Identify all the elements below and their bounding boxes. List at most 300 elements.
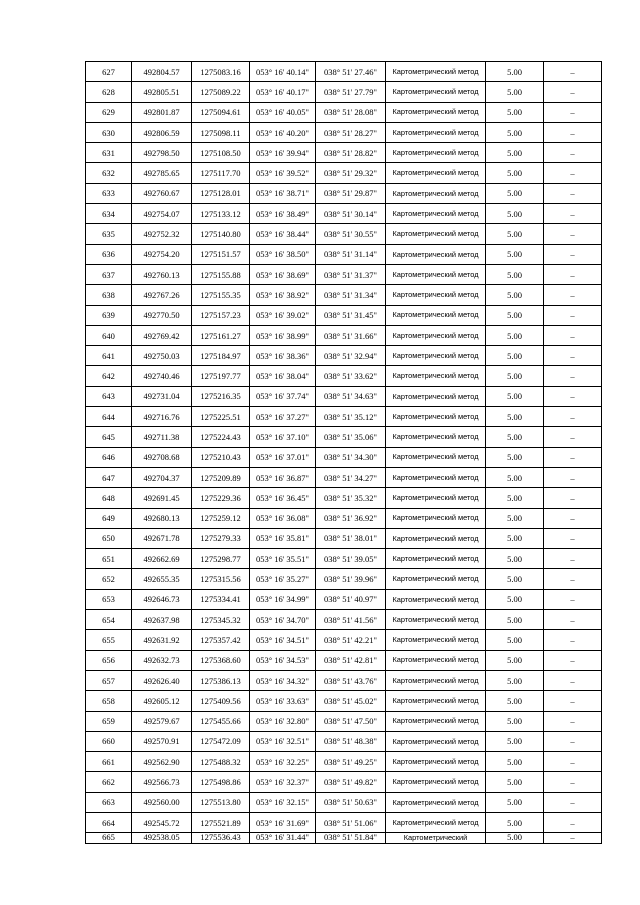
longitude-cell: 038° 51' 27.46" <box>316 62 386 82</box>
table-row <box>86 508 602 528</box>
table-row <box>86 244 602 264</box>
x-coordinate-cell: 492680.13 <box>132 508 192 528</box>
x-coordinate-cell: 492637.98 <box>132 610 192 630</box>
note-cell: – <box>544 691 602 711</box>
longitude-cell: 038° 51' 30.55" <box>316 224 386 244</box>
latitude-cell: 053° 16' 39.94" <box>250 143 316 163</box>
table-row <box>86 264 602 284</box>
table-row <box>86 752 602 772</box>
note-cell: – <box>544 264 602 284</box>
precision-cell: 5.00 <box>486 427 544 447</box>
y-coordinate-cell: 1275209.89 <box>192 467 250 487</box>
table-row <box>86 630 602 650</box>
y-coordinate-cell: 1275133.12 <box>192 204 250 224</box>
longitude-cell: 038° 51' 33.62" <box>316 366 386 386</box>
point-number-cell: 660 <box>86 731 132 751</box>
latitude-cell: 053° 16' 40.14" <box>250 62 316 82</box>
table-row <box>86 386 602 406</box>
y-coordinate-cell: 1275279.33 <box>192 528 250 548</box>
note-cell: – <box>544 528 602 548</box>
x-coordinate-cell: 492662.69 <box>132 549 192 569</box>
point-number-cell: 629 <box>86 102 132 122</box>
x-coordinate-cell: 492801.87 <box>132 102 192 122</box>
table-row <box>86 224 602 244</box>
note-cell: – <box>544 569 602 589</box>
y-coordinate-cell: 1275298.77 <box>192 549 250 569</box>
y-coordinate-cell: 1275184.97 <box>192 346 250 366</box>
table-row <box>86 102 602 122</box>
point-number-cell: 640 <box>86 325 132 345</box>
method-cell: Картометрический метод <box>386 569 486 589</box>
point-number-cell: 663 <box>86 792 132 812</box>
point-number-cell: 636 <box>86 244 132 264</box>
method-cell: Картометрический метод <box>386 752 486 772</box>
table-row <box>86 62 602 82</box>
x-coordinate-cell: 492760.67 <box>132 183 192 203</box>
point-number-cell: 631 <box>86 143 132 163</box>
note-cell: – <box>544 183 602 203</box>
point-number-cell: 664 <box>86 812 132 832</box>
point-number-cell: 653 <box>86 589 132 609</box>
x-coordinate-cell: 492798.50 <box>132 143 192 163</box>
longitude-cell: 038° 51' 43.76" <box>316 670 386 690</box>
precision-cell: 5.00 <box>486 366 544 386</box>
table-row <box>86 143 602 163</box>
table-row <box>86 691 602 711</box>
latitude-cell: 053° 16' 40.17" <box>250 82 316 102</box>
x-coordinate-cell: 492750.03 <box>132 346 192 366</box>
x-coordinate-cell: 492708.68 <box>132 447 192 467</box>
method-cell: Картометрический метод <box>386 82 486 102</box>
note-cell: – <box>544 772 602 792</box>
longitude-cell: 038° 51' 31.45" <box>316 305 386 325</box>
method-cell: Картометрический метод <box>386 711 486 731</box>
method-cell: Картометрический метод <box>386 183 486 203</box>
y-coordinate-cell: 1275536.43 <box>192 833 250 844</box>
x-coordinate-cell: 492579.67 <box>132 711 192 731</box>
note-cell: – <box>544 427 602 447</box>
point-number-cell: 633 <box>86 183 132 203</box>
longitude-cell: 038° 51' 38.01" <box>316 528 386 548</box>
y-coordinate-cell: 1275334.41 <box>192 589 250 609</box>
latitude-cell: 053° 16' 37.10" <box>250 427 316 447</box>
y-coordinate-cell: 1275161.27 <box>192 325 250 345</box>
note-cell: – <box>544 366 602 386</box>
longitude-cell: 038° 51' 28.27" <box>316 122 386 142</box>
method-cell: Картометрический метод <box>386 691 486 711</box>
y-coordinate-cell: 1275155.35 <box>192 285 250 305</box>
note-cell: – <box>544 244 602 264</box>
point-number-cell: 647 <box>86 467 132 487</box>
x-coordinate-cell: 492566.73 <box>132 772 192 792</box>
longitude-cell: 038° 51' 40.97" <box>316 589 386 609</box>
precision-cell: 5.00 <box>486 650 544 670</box>
x-coordinate-cell: 492704.37 <box>132 467 192 487</box>
latitude-cell: 053° 16' 40.05" <box>250 102 316 122</box>
point-number-cell: 655 <box>86 630 132 650</box>
latitude-cell: 053° 16' 34.32" <box>250 670 316 690</box>
precision-cell: 5.00 <box>486 346 544 366</box>
method-cell: Картометрический метод <box>386 163 486 183</box>
method-cell: Картометрический метод <box>386 772 486 792</box>
point-number-cell: 650 <box>86 528 132 548</box>
note-cell: – <box>544 346 602 366</box>
y-coordinate-cell: 1275225.51 <box>192 407 250 427</box>
latitude-cell: 053° 16' 37.74" <box>250 386 316 406</box>
latitude-cell: 053° 16' 38.69" <box>250 264 316 284</box>
note-cell: – <box>544 143 602 163</box>
y-coordinate-cell: 1275083.16 <box>192 62 250 82</box>
x-coordinate-cell: 492754.20 <box>132 244 192 264</box>
longitude-cell: 038° 51' 31.14" <box>316 244 386 264</box>
note-cell: – <box>544 833 602 844</box>
latitude-cell: 053° 16' 38.44" <box>250 224 316 244</box>
table-row <box>86 204 602 224</box>
precision-cell: 5.00 <box>486 549 544 569</box>
latitude-cell: 053° 16' 35.81" <box>250 528 316 548</box>
precision-cell: 5.00 <box>486 833 544 844</box>
table-row <box>86 407 602 427</box>
latitude-cell: 053° 16' 33.63" <box>250 691 316 711</box>
x-coordinate-cell: 492570.91 <box>132 731 192 751</box>
latitude-cell: 053° 16' 40.20" <box>250 122 316 142</box>
longitude-cell: 038° 51' 32.94" <box>316 346 386 366</box>
x-coordinate-cell: 492605.12 <box>132 691 192 711</box>
latitude-cell: 053° 16' 34.99" <box>250 589 316 609</box>
longitude-cell: 038° 51' 27.79" <box>316 82 386 102</box>
latitude-cell: 053° 16' 35.51" <box>250 549 316 569</box>
table-row <box>86 285 602 305</box>
precision-cell: 5.00 <box>486 407 544 427</box>
x-coordinate-cell: 492545.72 <box>132 812 192 832</box>
y-coordinate-cell: 1275108.50 <box>192 143 250 163</box>
method-cell: Картометрический метод <box>386 589 486 609</box>
point-number-cell: 657 <box>86 670 132 690</box>
method-cell: Картометрический метод <box>386 427 486 447</box>
method-cell: Картометрический метод <box>386 305 486 325</box>
point-number-cell: 632 <box>86 163 132 183</box>
x-coordinate-cell: 492805.51 <box>132 82 192 102</box>
x-coordinate-cell: 492752.32 <box>132 224 192 244</box>
precision-cell: 5.00 <box>486 143 544 163</box>
longitude-cell: 038° 51' 30.14" <box>316 204 386 224</box>
latitude-cell: 053° 16' 38.04" <box>250 366 316 386</box>
longitude-cell: 038° 51' 35.32" <box>316 488 386 508</box>
note-cell: – <box>544 812 602 832</box>
note-cell: – <box>544 62 602 82</box>
method-cell: Картометрический метод <box>386 102 486 122</box>
y-coordinate-cell: 1275094.61 <box>192 102 250 122</box>
method-cell: Картометрический метод <box>386 244 486 264</box>
method-cell: Картометрический метод <box>386 407 486 427</box>
method-cell: Картометрический метод <box>386 122 486 142</box>
method-cell: Картометрический метод <box>386 366 486 386</box>
y-coordinate-cell: 1275345.32 <box>192 610 250 630</box>
precision-cell: 5.00 <box>486 508 544 528</box>
point-number-cell: 652 <box>86 569 132 589</box>
method-cell: Картометрический <box>386 833 486 844</box>
table-row <box>86 528 602 548</box>
latitude-cell: 053° 16' 32.37" <box>250 772 316 792</box>
point-number-cell: 645 <box>86 427 132 447</box>
method-cell: Картометрический метод <box>386 285 486 305</box>
precision-cell: 5.00 <box>486 610 544 630</box>
precision-cell: 5.00 <box>486 569 544 589</box>
note-cell: – <box>544 589 602 609</box>
note-cell: – <box>544 285 602 305</box>
note-cell: – <box>544 752 602 772</box>
table-row <box>86 467 602 487</box>
x-coordinate-cell: 492760.13 <box>132 264 192 284</box>
method-cell: Картометрический метод <box>386 630 486 650</box>
latitude-cell: 053° 16' 34.51" <box>250 630 316 650</box>
x-coordinate-cell: 492770.50 <box>132 305 192 325</box>
latitude-cell: 053° 16' 32.51" <box>250 731 316 751</box>
table-row <box>86 346 602 366</box>
note-cell: – <box>544 792 602 812</box>
note-cell: – <box>544 204 602 224</box>
point-number-cell: 643 <box>86 386 132 406</box>
method-cell: Картометрический метод <box>386 508 486 528</box>
note-cell: – <box>544 711 602 731</box>
y-coordinate-cell: 1275098.11 <box>192 122 250 142</box>
note-cell: – <box>544 407 602 427</box>
longitude-cell: 038° 51' 34.63" <box>316 386 386 406</box>
table-row <box>86 366 602 386</box>
method-cell: Картометрический метод <box>386 549 486 569</box>
precision-cell: 5.00 <box>486 244 544 264</box>
x-coordinate-cell: 492711.38 <box>132 427 192 447</box>
method-cell: Картометрический метод <box>386 488 486 508</box>
x-coordinate-cell: 492562.90 <box>132 752 192 772</box>
longitude-cell: 038° 51' 41.56" <box>316 610 386 630</box>
latitude-cell: 053° 16' 37.01" <box>250 447 316 467</box>
precision-cell: 5.00 <box>486 812 544 832</box>
precision-cell: 5.00 <box>486 772 544 792</box>
point-number-cell: 659 <box>86 711 132 731</box>
table-row <box>86 305 602 325</box>
table-row <box>86 610 602 630</box>
point-number-cell: 628 <box>86 82 132 102</box>
precision-cell: 5.00 <box>486 204 544 224</box>
method-cell: Картометрический метод <box>386 670 486 690</box>
y-coordinate-cell: 1275357.42 <box>192 630 250 650</box>
precision-cell: 5.00 <box>486 447 544 467</box>
precision-cell: 5.00 <box>486 630 544 650</box>
method-cell: Картометрический метод <box>386 610 486 630</box>
x-coordinate-cell: 492631.92 <box>132 630 192 650</box>
longitude-cell: 038° 51' 29.32" <box>316 163 386 183</box>
method-cell: Картометрический метод <box>386 812 486 832</box>
point-number-cell: 661 <box>86 752 132 772</box>
latitude-cell: 053° 16' 32.80" <box>250 711 316 731</box>
precision-cell: 5.00 <box>486 711 544 731</box>
point-number-cell: 641 <box>86 346 132 366</box>
note-cell: – <box>544 102 602 122</box>
table-row <box>86 427 602 447</box>
point-number-cell: 638 <box>86 285 132 305</box>
x-coordinate-cell: 492769.42 <box>132 325 192 345</box>
precision-cell: 5.00 <box>486 224 544 244</box>
method-cell: Картометрический метод <box>386 264 486 284</box>
method-cell: Картометрический метод <box>386 650 486 670</box>
y-coordinate-cell: 1275315.56 <box>192 569 250 589</box>
latitude-cell: 053° 16' 38.50" <box>250 244 316 264</box>
x-coordinate-cell: 492754.07 <box>132 204 192 224</box>
y-coordinate-cell: 1275155.88 <box>192 264 250 284</box>
point-number-cell: 639 <box>86 305 132 325</box>
precision-cell: 5.00 <box>486 285 544 305</box>
latitude-cell: 053° 16' 39.52" <box>250 163 316 183</box>
table-row <box>86 183 602 203</box>
method-cell: Картометрический метод <box>386 792 486 812</box>
point-number-cell: 658 <box>86 691 132 711</box>
point-number-cell: 627 <box>86 62 132 82</box>
precision-cell: 5.00 <box>486 386 544 406</box>
note-cell: – <box>544 163 602 183</box>
latitude-cell: 053° 16' 36.45" <box>250 488 316 508</box>
longitude-cell: 038° 51' 39.05" <box>316 549 386 569</box>
latitude-cell: 053° 16' 38.36" <box>250 346 316 366</box>
precision-cell: 5.00 <box>486 102 544 122</box>
table-body <box>86 62 602 844</box>
x-coordinate-cell: 492655.35 <box>132 569 192 589</box>
precision-cell: 5.00 <box>486 467 544 487</box>
precision-cell: 5.00 <box>486 264 544 284</box>
longitude-cell: 038° 51' 34.27" <box>316 467 386 487</box>
method-cell: Картометрический метод <box>386 386 486 406</box>
note-cell: – <box>544 508 602 528</box>
longitude-cell: 038° 51' 39.96" <box>316 569 386 589</box>
precision-cell: 5.00 <box>486 731 544 751</box>
latitude-cell: 053° 16' 38.99" <box>250 325 316 345</box>
method-cell: Картометрический метод <box>386 731 486 751</box>
y-coordinate-cell: 1275197.77 <box>192 366 250 386</box>
method-cell: Картометрический метод <box>386 204 486 224</box>
point-number-cell: 635 <box>86 224 132 244</box>
table-row <box>86 549 602 569</box>
longitude-cell: 038° 51' 49.25" <box>316 752 386 772</box>
note-cell: – <box>544 224 602 244</box>
y-coordinate-cell: 1275089.22 <box>192 82 250 102</box>
table-row <box>86 447 602 467</box>
note-cell: – <box>544 325 602 345</box>
y-coordinate-cell: 1275513.80 <box>192 792 250 812</box>
x-coordinate-cell: 492626.40 <box>132 670 192 690</box>
longitude-cell: 038° 51' 47.50" <box>316 711 386 731</box>
table-row <box>86 711 602 731</box>
precision-cell: 5.00 <box>486 792 544 812</box>
latitude-cell: 053° 16' 38.49" <box>250 204 316 224</box>
longitude-cell: 038° 51' 42.81" <box>316 650 386 670</box>
latitude-cell: 053° 16' 35.27" <box>250 569 316 589</box>
y-coordinate-cell: 1275140.80 <box>192 224 250 244</box>
precision-cell: 5.00 <box>486 528 544 548</box>
point-number-cell: 630 <box>86 122 132 142</box>
latitude-cell: 053° 16' 32.25" <box>250 752 316 772</box>
x-coordinate-cell: 492560.00 <box>132 792 192 812</box>
point-number-cell: 649 <box>86 508 132 528</box>
y-coordinate-cell: 1275498.86 <box>192 772 250 792</box>
latitude-cell: 053° 16' 37.27" <box>250 407 316 427</box>
method-cell: Картометрический метод <box>386 447 486 467</box>
table-row <box>86 833 602 844</box>
y-coordinate-cell: 1275386.13 <box>192 670 250 690</box>
precision-cell: 5.00 <box>486 325 544 345</box>
x-coordinate-cell: 492740.46 <box>132 366 192 386</box>
note-cell: – <box>544 549 602 569</box>
x-coordinate-cell: 492538.05 <box>132 833 192 844</box>
precision-cell: 5.00 <box>486 122 544 142</box>
y-coordinate-cell: 1275117.70 <box>192 163 250 183</box>
x-coordinate-cell: 492691.45 <box>132 488 192 508</box>
y-coordinate-cell: 1275409.56 <box>192 691 250 711</box>
longitude-cell: 038° 51' 50.63" <box>316 792 386 812</box>
table-row <box>86 812 602 832</box>
longitude-cell: 038° 51' 35.06" <box>316 427 386 447</box>
table-row <box>86 488 602 508</box>
method-cell: Картометрический метод <box>386 143 486 163</box>
x-coordinate-cell: 492806.59 <box>132 122 192 142</box>
point-number-cell: 644 <box>86 407 132 427</box>
note-cell: – <box>544 467 602 487</box>
longitude-cell: 038° 51' 28.82" <box>316 143 386 163</box>
table-row <box>86 670 602 690</box>
x-coordinate-cell: 492716.76 <box>132 407 192 427</box>
latitude-cell: 053° 16' 31.69" <box>250 812 316 832</box>
x-coordinate-cell: 492785.65 <box>132 163 192 183</box>
table-row <box>86 82 602 102</box>
table-row <box>86 650 602 670</box>
point-number-cell: 651 <box>86 549 132 569</box>
y-coordinate-cell: 1275210.43 <box>192 447 250 467</box>
method-cell: Картометрический метод <box>386 528 486 548</box>
latitude-cell: 053° 16' 36.87" <box>250 467 316 487</box>
latitude-cell: 053° 16' 31.44" <box>250 833 316 844</box>
table-row <box>86 772 602 792</box>
note-cell: – <box>544 122 602 142</box>
note-cell: – <box>544 447 602 467</box>
longitude-cell: 038° 51' 36.92" <box>316 508 386 528</box>
note-cell: – <box>544 630 602 650</box>
precision-cell: 5.00 <box>486 305 544 325</box>
x-coordinate-cell: 492632.73 <box>132 650 192 670</box>
latitude-cell: 053° 16' 32.15" <box>250 792 316 812</box>
point-number-cell: 634 <box>86 204 132 224</box>
x-coordinate-cell: 492671.78 <box>132 528 192 548</box>
note-cell: – <box>544 305 602 325</box>
longitude-cell: 038° 51' 49.82" <box>316 772 386 792</box>
y-coordinate-cell: 1275224.43 <box>192 427 250 447</box>
note-cell: – <box>544 82 602 102</box>
y-coordinate-cell: 1275151.57 <box>192 244 250 264</box>
method-cell: Картометрический метод <box>386 346 486 366</box>
x-coordinate-cell: 492804.57 <box>132 62 192 82</box>
precision-cell: 5.00 <box>486 163 544 183</box>
y-coordinate-cell: 1275455.66 <box>192 711 250 731</box>
precision-cell: 5.00 <box>486 589 544 609</box>
method-cell: Картометрический метод <box>386 325 486 345</box>
y-coordinate-cell: 1275128.01 <box>192 183 250 203</box>
precision-cell: 5.00 <box>486 183 544 203</box>
y-coordinate-cell: 1275216.35 <box>192 386 250 406</box>
y-coordinate-cell: 1275472.09 <box>192 731 250 751</box>
table-row <box>86 325 602 345</box>
table-row <box>86 163 602 183</box>
x-coordinate-cell: 492646.73 <box>132 589 192 609</box>
note-cell: – <box>544 670 602 690</box>
latitude-cell: 053° 16' 38.71" <box>250 183 316 203</box>
